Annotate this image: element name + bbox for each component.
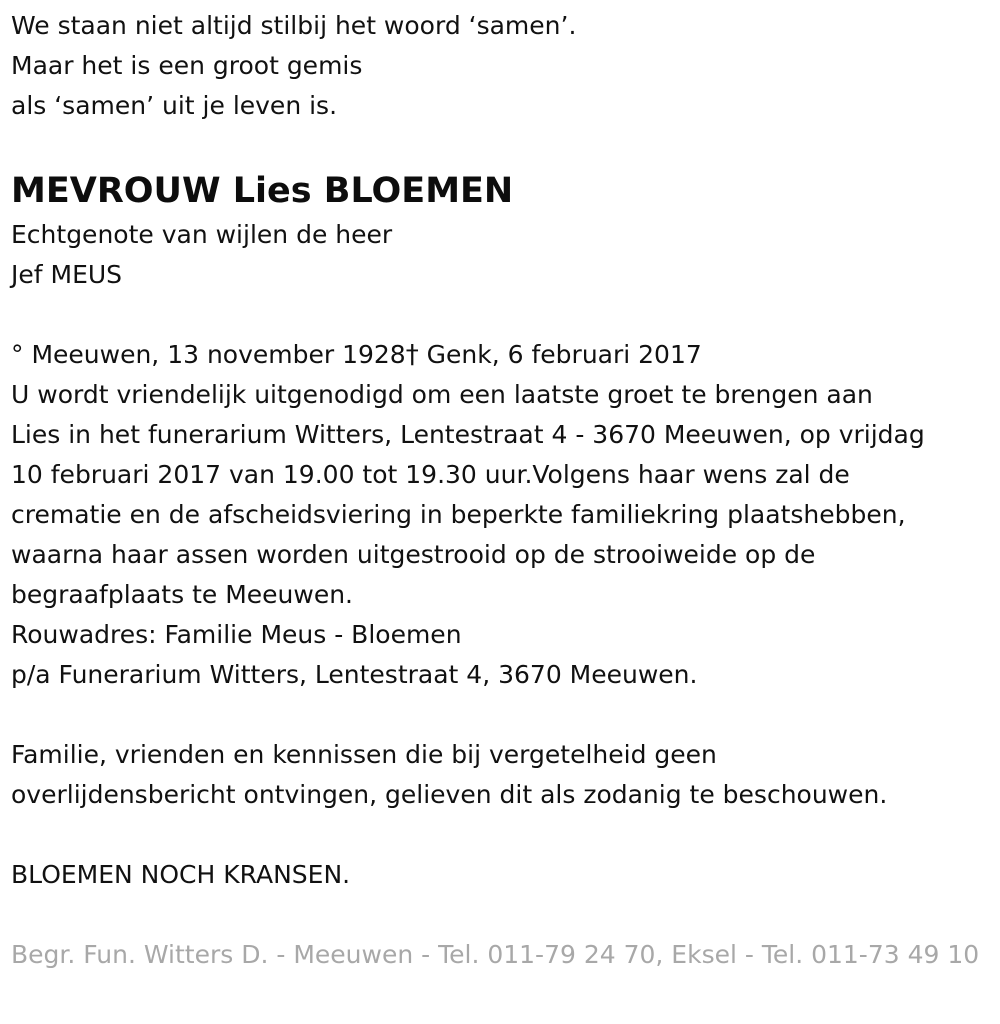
- invitation-text: [11, 375, 996, 695]
- spouse-name: Jef MEUS: [11, 260, 123, 289]
- poem: [11, 6, 996, 126]
- invitation-line: begraafplaats te Meeuwen.: [11, 580, 353, 609]
- relation-line: Echtgenote van wijlen de heer: [11, 220, 393, 249]
- invitation-line: Lies in het funerarium Witters, Lentestraat 4 - 3670 Meeuwen, op vrijdag: [11, 420, 925, 449]
- obituary-notice: [11, 0, 996, 975]
- invitation-line: waarna haar assen worden uitgestrooid op de strooiweide op de: [11, 540, 816, 569]
- birth-date: ° Meeuwen, 13 november 1928: [11, 340, 406, 369]
- notice-line: Familie, vrienden en kennissen die bij vergetelheid geen: [11, 740, 717, 769]
- deceased-name: MEVROUW Lies BLOEMEN: [11, 171, 514, 211]
- invitation-line: U wordt vriendelijk uitgenodigd om een laatste groet te brengen aan: [11, 380, 873, 409]
- no-flowers-note: BLOEMEN NOCH KRANSEN.: [11, 860, 351, 889]
- no-flowers-section: [11, 855, 996, 895]
- invitation-line: crematie en de afscheidsviering in beperkte familiekring plaatshebben,: [11, 500, 906, 529]
- poem-line: We staan niet altijd stilbij het woord ‘samen’.: [11, 11, 577, 40]
- cross-icon: †: [405, 340, 419, 370]
- mourning-address: Rouwadres: Familie Meus - Bloemen: [11, 620, 462, 649]
- death-date: Genk, 6 februari 2017: [418, 340, 702, 369]
- funeral-home-contact: Begr. Fun. Witters D. - Meeuwen - Tel. 011-79 24 70, Eksel - Tel. 011-73 49 10: [11, 940, 980, 969]
- dates-line: [11, 335, 996, 375]
- notice-line: overlijdensbericht ontvingen, gelieven dit als zodanig te beschouwen.: [11, 780, 888, 809]
- notice-text: [11, 735, 996, 815]
- mourning-address-detail: p/a Funerarium Witters, Lentestraat 4, 3670 Meeuwen.: [11, 660, 698, 689]
- life-dates: [11, 335, 996, 375]
- spouse-info: [11, 215, 996, 295]
- poem-line: Maar het is een groot gemis: [11, 51, 363, 80]
- poem-line: als ‘samen’ uit je leven is.: [11, 91, 338, 120]
- invitation-line: 10 februari 2017 van 19.00 tot 19.30 uur.Volgens haar wens zal de: [11, 460, 850, 489]
